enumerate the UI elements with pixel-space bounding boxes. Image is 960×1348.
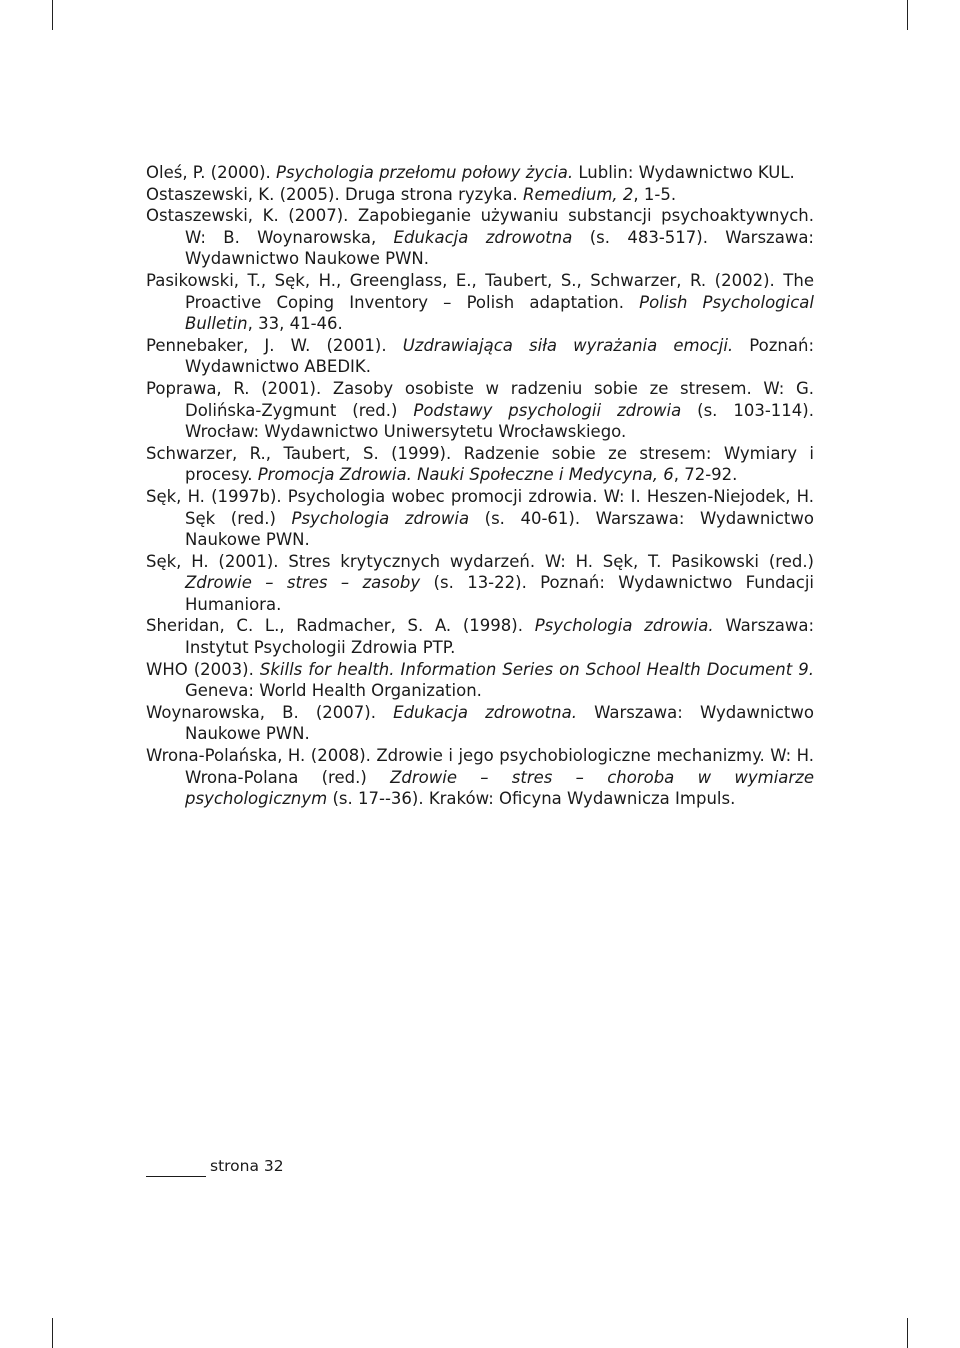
reference-entry	[146, 443, 814, 486]
reference-entry	[146, 184, 814, 206]
reference-italic-text: Psychologia zdrowia.	[534, 616, 714, 636]
reference-entry	[146, 702, 814, 745]
reference-text: (s. 13-22). Poznań: Wydawnictwo Fundacji Humaniora.	[185, 573, 814, 614]
reference-italic-text: Remedium, 2	[522, 184, 634, 204]
reference-text: Geneva: World Health Organization.	[185, 681, 482, 701]
reference-entry	[146, 162, 814, 184]
reference-italic-text: Promocja Zdrowia. Nauki Społeczne i Medycyna, 6	[257, 465, 674, 485]
reference-entry	[146, 205, 814, 270]
reference-entry	[146, 378, 814, 443]
reference-text: Poznań: Wydawnictwo ABEDIK.	[185, 335, 814, 377]
reference-text: Oleś, P. (2000).	[146, 163, 277, 182]
reference-italic-text: Skills for health. Information Series on School Health Document 9.	[259, 659, 814, 679]
reference-text: Lublin: Wydawnictwo KUL.	[573, 163, 795, 182]
reference-text: Pasikowski, T., Sęk, H., Greenglass, E., Taubert, S., Schwarzer, R. (2002). The Proactive Coping Inventory – Polish adaptation.	[146, 270, 814, 312]
reference-text: Schwarzer, R., Taubert, S. (1999). Radzenie sobie ze stresem: Wymiary i procesy.	[146, 443, 814, 485]
reference-text: Sęk, H. (1997b). Psychologia wobec promocji zdrowia. W: I. Heszen-Niejodek, H. Sęk (red.)	[146, 486, 814, 528]
reference-italic-text: Edukacja zdrowotna.	[393, 702, 577, 722]
reference-text: Woynarowska, B. (2007).	[146, 702, 394, 722]
reference-italic-text: Edukacja zdrowotna	[393, 227, 573, 247]
reference-italic-text: Polish Psychological Bulletin	[185, 292, 814, 334]
reference-text: Wrona-Polańska, H. (2008). Zdrowie i jego psychobiologiczne mechanizmy. W: H. Wrona-Polana (red.)	[146, 746, 814, 787]
reference-italic-text: Psychologia przełomu połowy życia.	[276, 163, 574, 182]
reference-entry	[146, 615, 814, 658]
reference-text: Warszawa: Wydawnictwo Naukowe PWN.	[185, 702, 814, 744]
reference-text: (s. 103-114). Wrocław: Wydawnictwo Uniwersytetu Wrocławskiego.	[185, 400, 814, 442]
reference-text: Ostaszewski, K. (2007). Zapobieganie używaniu substancji psychoaktywnych. W: B. Woynarowska,	[146, 206, 814, 247]
reference-entry	[146, 335, 814, 378]
page-number: strona 32	[210, 1157, 284, 1175]
reference-text: Ostaszewski, K. (2005). Druga strona ryzyka.	[146, 184, 523, 204]
reference-italic-text: Psychologia zdrowia	[291, 508, 470, 528]
crop-mark-bottom-left	[52, 1318, 53, 1348]
reference-entry	[146, 486, 814, 551]
reference-text: WHO (2003).	[146, 659, 260, 679]
reference-entry	[146, 551, 814, 616]
reference-text: Poprawa, R. (2001). Zasoby osobiste w radzeniu sobie ze stresem. W: G. Dolińska-Zygmunt (red.)	[146, 378, 814, 420]
reference-text: (s. 483-517). Warszawa: Wydawnictwo Naukowe PWN.	[185, 227, 814, 269]
reference-text: (s. 40-61). Warszawa: Wydawnictwo Naukowe PWN.	[185, 508, 814, 550]
reference-italic-text: Podstawy psychologii zdrowia	[413, 400, 682, 420]
crop-mark-bottom-right	[907, 1318, 908, 1348]
reference-italic-text: Zdrowie – stres – zasoby	[185, 573, 421, 593]
reference-entry	[146, 659, 814, 702]
reference-italic-text: Uzdrawiająca siła wyrażania emocji.	[402, 335, 734, 355]
footer-rule	[146, 1176, 206, 1177]
reference-text: , 33, 41-46.	[247, 314, 343, 334]
reference-entry	[146, 270, 814, 335]
reference-text: Pennebaker, J. W. (2001).	[146, 335, 403, 355]
reference-text: , 1-5.	[633, 184, 677, 204]
reference-text: , 72-92.	[673, 465, 738, 485]
reference-text: Sęk, H. (2001). Stres krytycznych wydarzeń. W: H. Sęk, T. Pasikowski (red.)	[146, 551, 814, 571]
crop-mark-top-right	[907, 0, 908, 30]
reference-text: Sheridan, C. L., Radmacher, S. A. (1998).	[146, 616, 535, 636]
crop-mark-top-left	[52, 0, 53, 30]
reference-list	[146, 162, 814, 810]
reference-text: (s. 17--36). Kraków: Oficyna Wydawnicza Impuls.	[327, 789, 736, 809]
reference-entry	[146, 745, 814, 810]
reference-italic-text: Zdrowie – stres – choroba w wymiarze psychologicznym	[185, 767, 814, 809]
reference-text: Warszawa: Instytut Psychologii Zdrowia PTP.	[185, 616, 815, 658]
